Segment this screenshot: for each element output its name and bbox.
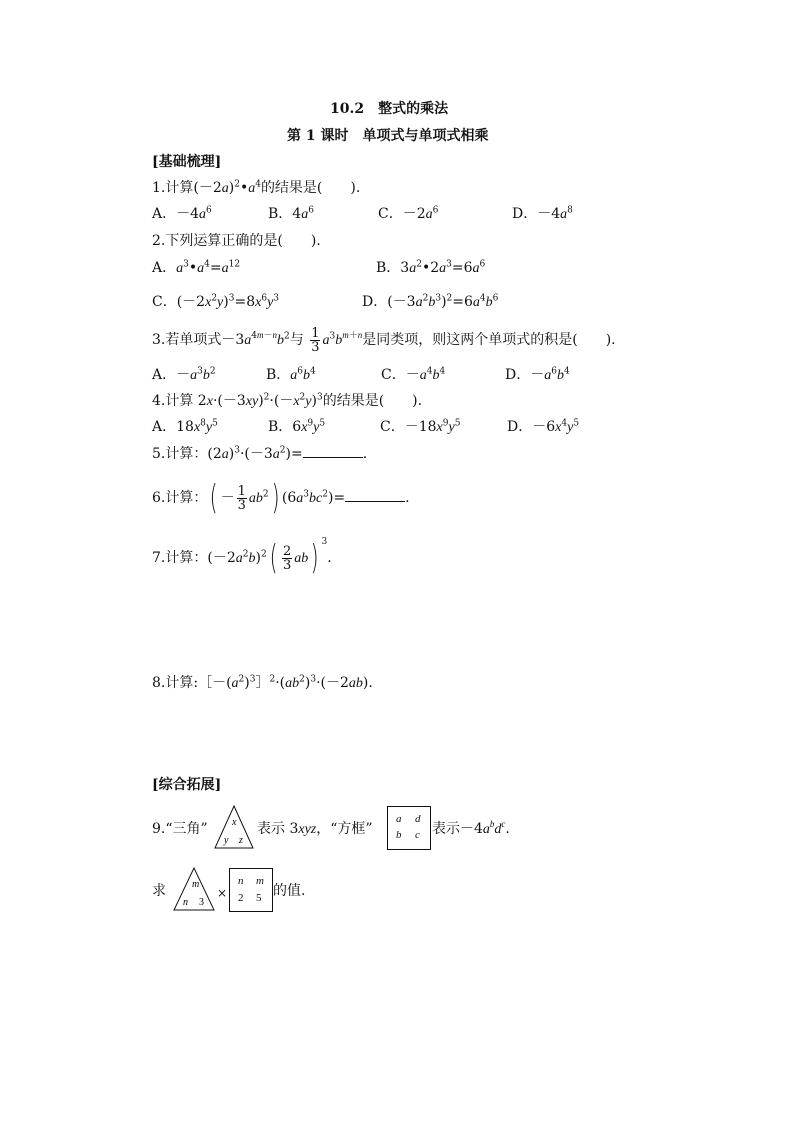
- q1-option-d[interactable]: D．$-4a^8$: [512, 205, 573, 222]
- triangle-left-label: n: [183, 897, 188, 908]
- q2-option-c[interactable]: C．$(-2x^2y)^3=8x^6y^3$: [152, 293, 280, 310]
- box-cell-br: c: [415, 829, 420, 841]
- box-cell-bl: b: [396, 829, 402, 841]
- question-9-ask-suffix: 的值.: [273, 883, 306, 899]
- q3-option-c[interactable]: C．$-a^4b^4$: [381, 366, 446, 383]
- q1-option-a[interactable]: A．$-4a^6$: [152, 205, 212, 222]
- box-cell-bl: 2: [238, 892, 244, 904]
- question-6: 6.计算：( － $\frac{1}{3}$ $ab^2$) $(6a^3bc^2)=$ .: [152, 478, 410, 518]
- triangle-top-label: m: [192, 879, 200, 890]
- q3-option-a[interactable]: A．$-a^3b^2$: [152, 366, 216, 383]
- answer-blank[interactable]: [303, 445, 363, 458]
- section-basic: [基础梳理]: [152, 154, 222, 170]
- fraction-one-third: $\frac{1}{3}$: [311, 325, 320, 355]
- box-cell-tl: n: [238, 875, 244, 887]
- box-cell-tl: a: [396, 813, 402, 825]
- triangle-figure-1: [214, 805, 254, 849]
- q4-option-c[interactable]: C．$-18x^9y^5$: [380, 418, 461, 435]
- q2-option-a[interactable]: A．$a^3•a^4=a^{12}$: [152, 259, 241, 276]
- page-subtitle: 第 1 课时 单项式与单项式相乘: [287, 128, 489, 144]
- q1-option-c[interactable]: C．$-2a^6$: [378, 205, 439, 222]
- box-cell-tr: m: [256, 875, 264, 887]
- box-figure-1: [387, 806, 431, 850]
- triangle-right-label: 3: [199, 897, 204, 908]
- q4-option-b[interactable]: B．$6x^9y^5$: [268, 418, 326, 435]
- question-9-mid: 表示 3xyz，“方框”: [257, 821, 373, 837]
- triangle-top-label: x: [232, 817, 237, 828]
- q3-option-d[interactable]: D．$-a^6b^4$: [505, 366, 570, 383]
- question-4: 4.计算 $2x\cdot(-3xy)^2\cdot(-x^2y)^3$的结果是( ).: [152, 392, 423, 409]
- box-cell-tr: d: [415, 813, 421, 825]
- q2-option-b[interactable]: B．$3a^2•2a^3=6a^6$: [376, 259, 486, 276]
- question-7: 7.计算：$(-2a^2b)^2$( $\frac{2}{3}$ ab) $^3$.: [152, 537, 332, 578]
- box-figure-2: [229, 868, 273, 912]
- box-cell-br: 5: [256, 892, 262, 904]
- question-3: 3.若单项式$-3a^{4m-n}b^2$与 $\frac{1}{3}$ $a^3b^{m+n}$是同类项，则这两个单项式的积是( ).: [152, 325, 616, 355]
- triangle-right-label: z: [239, 835, 243, 846]
- times-sign: ×: [217, 886, 228, 900]
- q2-option-d[interactable]: D．$(-3a^2b^3)^2=6a^4b^6$: [362, 293, 499, 310]
- answer-blank[interactable]: [345, 489, 405, 502]
- q4-option-a[interactable]: A．$18x^8y^5$: [152, 418, 218, 435]
- section-extension: [综合拓展]: [152, 777, 222, 793]
- question-1: 1.计算$(-2a)^2•a^4$的结果是( ).: [152, 179, 361, 196]
- question-9-prefix: 9.“三角”: [152, 821, 208, 837]
- question-9-suffix: 表示$-4a^bd^c$.: [432, 819, 510, 837]
- q3-option-b[interactable]: B．$a^6b^4$: [266, 366, 316, 383]
- q1-option-b[interactable]: B．$4a^6$: [268, 205, 314, 222]
- question-5: 5.计算：$(2a)^3\cdot(-3a^2)=$ .: [152, 445, 368, 462]
- triangle-left-label: y: [224, 835, 229, 846]
- question-2: 2.下列运算正确的是( ).: [152, 233, 321, 249]
- question-8: 8.计算$:[-(a^2)^3]^2\cdot(ab^2)^3\cdot(-2ab)$.: [152, 674, 373, 691]
- question-9-ask-prefix: 求: [152, 883, 166, 899]
- q4-option-d[interactable]: D．$-6x^4y^5$: [507, 418, 580, 435]
- triangle-figure-2: [173, 867, 215, 911]
- page-title: 10.2 整式的乘法: [330, 101, 449, 117]
